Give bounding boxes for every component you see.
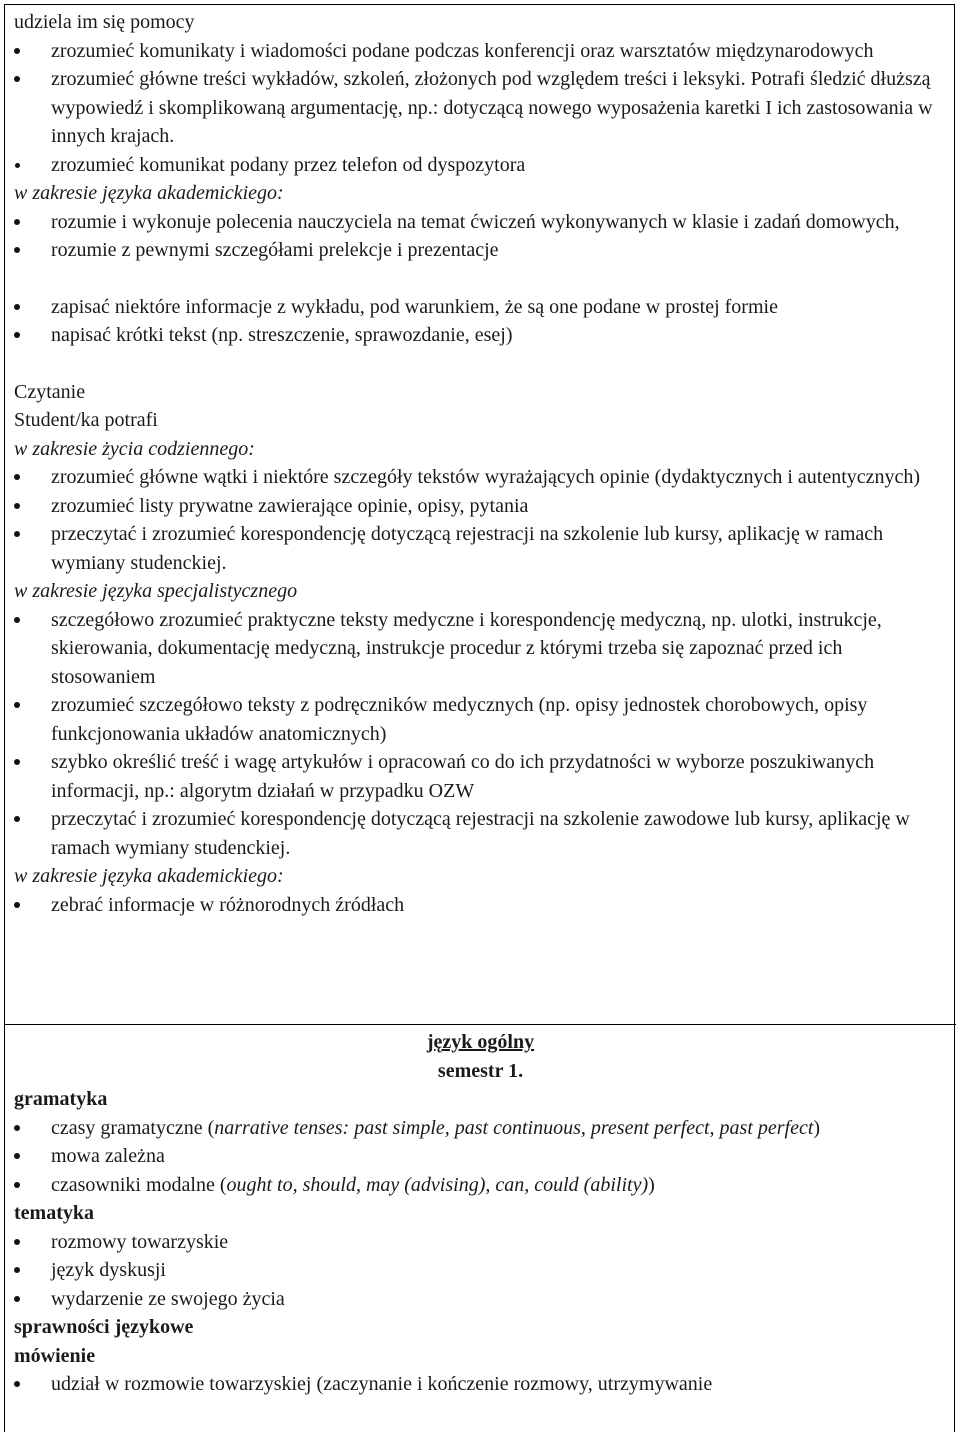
list-item: zrozumieć komunikat podany przez telefon od dyspozytora — [5, 151, 956, 180]
reading-heading: Czytanie — [14, 380, 86, 403]
topics-heading: tematyka — [14, 1202, 94, 1224]
item-text: ) — [648, 1173, 655, 1196]
grammar-heading: gramatyka — [14, 1088, 108, 1110]
skills-heading: sprawności językowe — [14, 1316, 194, 1338]
item-text: czasy gramatyczne ( — [51, 1116, 215, 1139]
skills-section — [5, 8, 956, 1025]
list-item: zrozumieć komunikaty i wiadomości podane podczas konferencji oraz warsztatów międzynarodowych — [5, 37, 956, 66]
list-item: zrozumieć główne wątki i niektóre szczegóły tekstów wyrażających opinie (dydaktycznych i autentycznych) — [5, 463, 956, 492]
spacer — [5, 265, 956, 293]
intro-line: udziela im się pomocy — [14, 11, 195, 33]
list-item: zrozumieć listy prywatne zawierające opinie, opisy, pytania — [5, 492, 956, 521]
item-text: czasowniki modalne ( — [51, 1173, 227, 1196]
list-item: szybko określić treść i wagę artykułów i opracowań co do ich przydatności w wyborze poszukiwanych informacji, np.: algorytm działań w przypadku OZW — [5, 748, 956, 805]
list-item: zrozumieć szczegółowo teksty z podręczników medycznych (np. opisy jednostek chorobowych, opisy funkcjonowania układów anatomicznych) — [5, 691, 956, 748]
item-italic-text: narrative tenses: past simple, past continuous, present perfect, past perfect — [214, 1116, 814, 1139]
semester-label: semestr 1. — [437, 1059, 524, 1082]
speaking-heading: mówienie — [14, 1344, 96, 1367]
list-item: rozumie i wykonuje polecenia nauczyciela na temat ćwiczeń wykonywanych w klasie i zadań domowych, — [5, 208, 956, 237]
course-title: język ogólny — [426, 1031, 535, 1053]
language-section — [5, 1026, 956, 1399]
item-text: ) — [813, 1116, 821, 1139]
list-item: zrozumieć główne treści wykładów, szkoleń, złożonych pod względem treści i leksyki. Potrafi śledzić dłuższą wypowiedź i skomplikowaną argumentację, np.: dotyczącą nowego wyposażenia karetki I ich zastosowania w innych krajach. — [5, 65, 956, 151]
spacer — [5, 350, 956, 378]
section-heading-academic: w zakresie języka akademickiego: — [14, 182, 284, 204]
list-item: zebrać informacje w różnorodnych źródłach — [5, 891, 956, 920]
list-item: rozmowy towarzyskie — [5, 1228, 956, 1257]
list-item: zapisać niektóre informacje z wykładu, pod warunkiem, że są one podane w prostej formie — [5, 293, 956, 322]
list-item: szczegółowo zrozumieć praktyczne teksty medyczne i korespondencję medyczną, np. ulotki, instrukcje, skierowania, dokumentację medyczną, instrukcje procedur z którymi trzeba się zapoznać przed ich stosowaniem — [5, 606, 956, 692]
item-italic-text: ought to, should, may (advising), can, could (ability) — [226, 1173, 649, 1196]
list-item: przeczytać i zrozumieć korespondencję dotyczącą rejestracji na szkolenie lub kursy, aplikację w ramach wymiany studenckiej. — [5, 520, 956, 577]
section-heading-academic: w zakresie języka akademickiego: — [14, 865, 284, 887]
list-item: mowa zależna — [5, 1142, 956, 1171]
list-item: udział w rozmowie towarzyskiej (zaczynanie i kończenie rozmowy, utrzymywanie — [5, 1370, 956, 1399]
list-item: przeczytać i zrozumieć korespondencję dotyczącą rejestracji na szkolenie zawodowe lub kursy, aplikację w ramach wymiany studenckiej. — [5, 805, 956, 862]
student-line: Student/ka potrafi — [14, 409, 158, 431]
list-item: wydarzenie ze swojego życia — [5, 1285, 956, 1314]
list-item: napisać krótki tekst (np. streszczenie, sprawozdanie, esej) — [5, 321, 956, 350]
document-frame — [4, 4, 955, 1432]
list-item: rozumie z pewnymi szczegółami prelekcje i prezentacje — [5, 236, 956, 265]
section-heading-specialist: w zakresie języka specjalistycznego — [14, 580, 298, 602]
list-item — [5, 1171, 956, 1200]
section-heading-daily: w zakresie życia codziennego: — [14, 437, 255, 460]
list-item: język dyskusji — [5, 1256, 956, 1285]
list-item — [5, 1114, 956, 1143]
